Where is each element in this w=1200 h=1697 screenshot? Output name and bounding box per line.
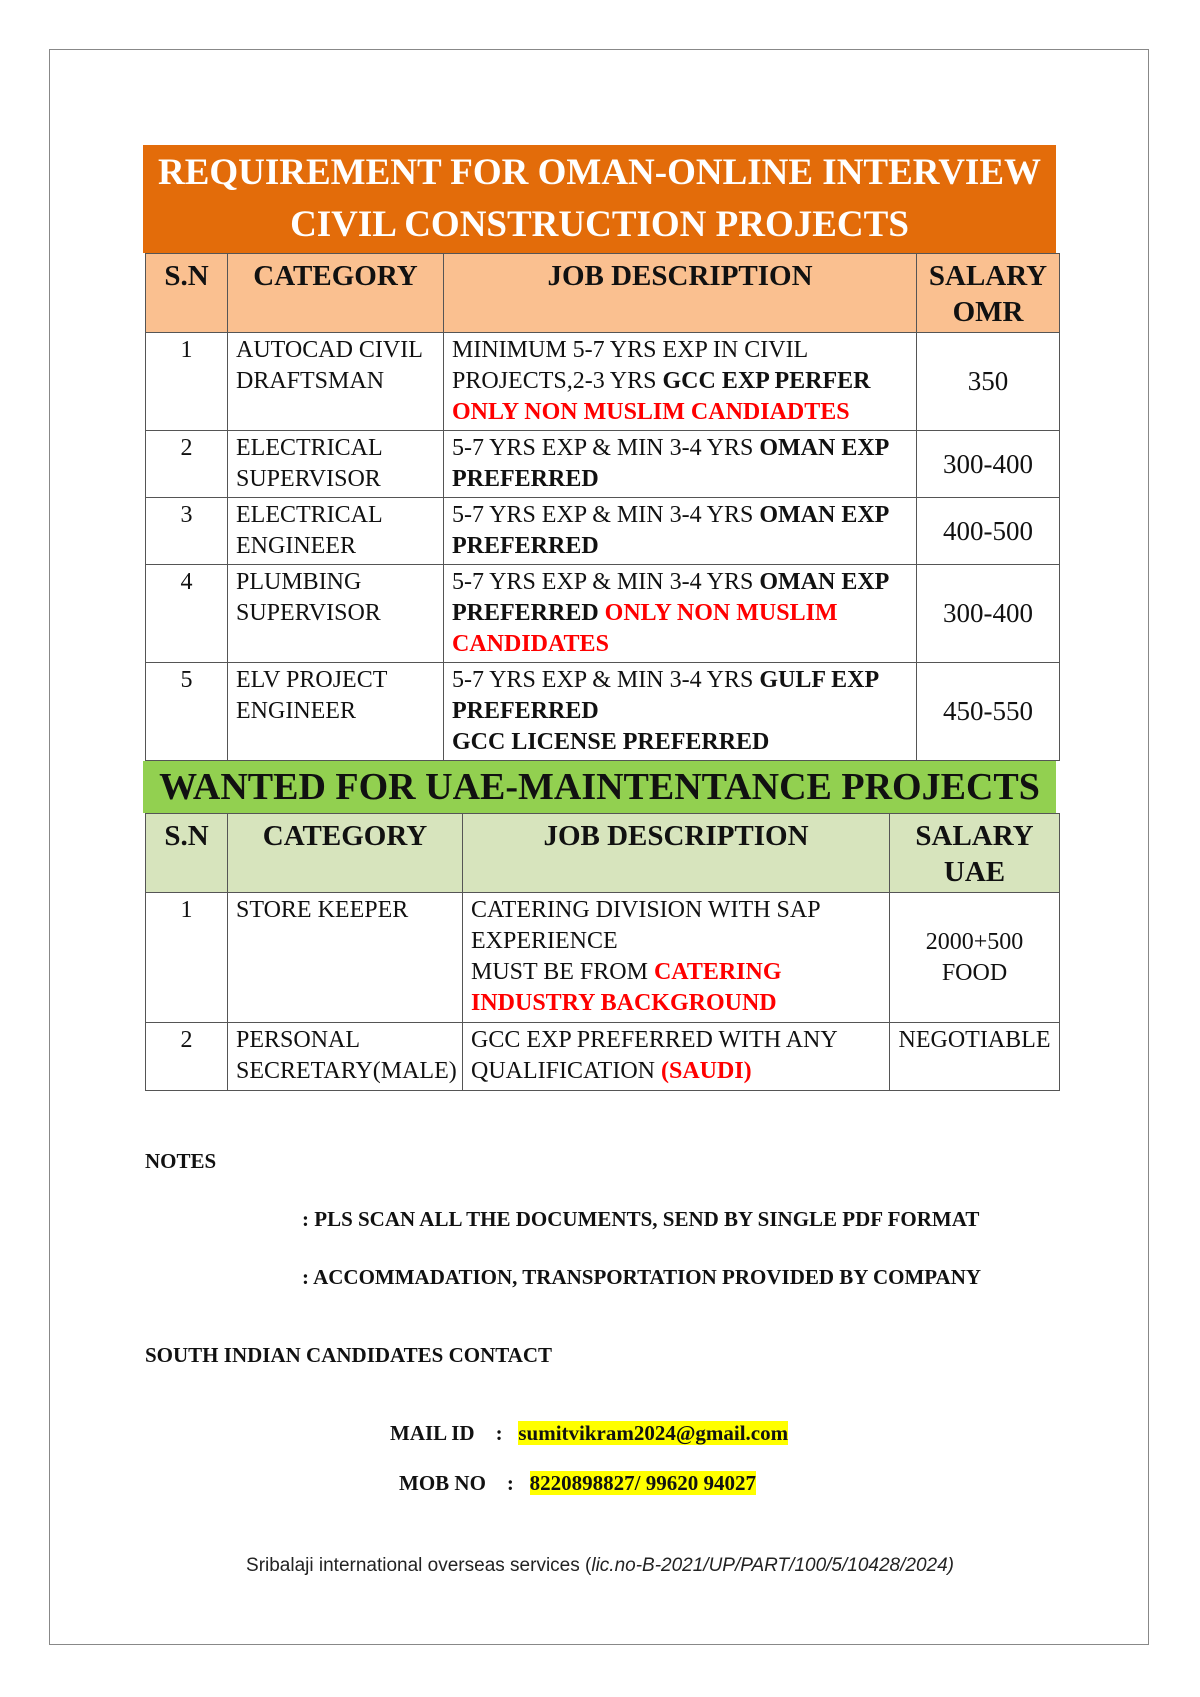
cell-category: ELECTRICAL SUPERVISOR (228, 431, 444, 498)
table-row (146, 1023, 1060, 1091)
footer-company: Sribalaji international overseas services ( (246, 1555, 592, 1576)
highlight-text: ONLY NON MUSLIM CANDIADTES (452, 399, 850, 425)
description-text: 5-7 YRS EXP & MIN 3-4 YRS (452, 435, 760, 461)
document-content (143, 145, 1059, 1579)
oman-jobs-table (145, 253, 1060, 761)
cell-salary: 450-550 (917, 663, 1060, 761)
description-text: OMAN EXP PREFERRED (452, 435, 889, 492)
contact-heading: SOUTH INDIAN CANDIDATES CONTACT (145, 1343, 553, 1367)
description-text: 5-7 YRS EXP & MIN 3-4 YRS (452, 502, 760, 528)
cell-category: AUTOCAD CIVIL DRAFTSMAN (228, 333, 444, 431)
description-text: OMAN EXP PREFERRED (452, 502, 889, 559)
cell-description (463, 1023, 890, 1091)
table-row (146, 431, 1060, 498)
uae-banner: WANTED FOR UAE-MAINTENTANCE PROJECTS (143, 761, 1056, 813)
footer-license: lic.no-B-2021/UP/PART/100/5/10428/2024 (591, 1555, 948, 1576)
cell-category: STORE KEEPER (228, 893, 463, 1023)
oman-title-line1: REQUIREMENT FOR OMAN-ONLINE INTERVIEW (157, 152, 1041, 193)
cell-category: PERSONAL SECRETARY(MALE) (228, 1023, 463, 1091)
mail-label: MAIL ID (390, 1421, 475, 1445)
cell-sn: 5 (146, 663, 228, 761)
mob-value[interactable]: 8220898827/ 99620 94027 (529, 1471, 757, 1495)
description-text: OMAN EXP PREFERRED (452, 569, 889, 626)
description-text: GULF EXP PREFERRED (452, 667, 878, 724)
footer-close: ) (947, 1555, 954, 1576)
table-row (146, 333, 1060, 431)
note-item: : ACCOMMADATION, TRANSPORTATION PROVIDED BY COMPANY (302, 1265, 982, 1289)
mail-row (390, 1419, 1059, 1447)
description-text: 5-7 YRS EXP & MIN 3-4 YRS (452, 667, 760, 693)
description-text: MINIMUM 5-7 YRS EXP IN CIVIL PROJECTS,2-3 YRS (452, 337, 808, 394)
description-text: CATERING DIVISION WITH SAP EXPERIENCE (471, 897, 820, 954)
description-text: 5-7 YRS EXP & MIN 3-4 YRS (452, 569, 760, 595)
cell-salary: 300-400 (917, 431, 1060, 498)
cell-category: ELECTRICAL ENGINEER (228, 498, 444, 565)
highlight-text: (SAUDI) (660, 1058, 752, 1084)
highlight-text: CATERING INDUSTRY BACKGROUND (471, 959, 782, 1016)
separator: : (506, 1471, 514, 1495)
cell-description (444, 431, 917, 498)
footer (143, 1553, 1057, 1579)
description-text: GCC EXP PREFERRED WITH ANY QUALIFICATION (471, 1027, 837, 1084)
header-category: CATEGORY (228, 814, 463, 893)
cell-description (444, 498, 917, 565)
cell-sn: 4 (146, 565, 228, 663)
header-description: JOB DESCRIPTION (463, 814, 890, 893)
header-salary: SALARY OMR (917, 254, 1060, 333)
cell-salary: 300-400 (917, 565, 1060, 663)
cell-sn: 2 (146, 1023, 228, 1091)
cell-salary: 2000+500 FOOD (890, 893, 1060, 1023)
cell-salary: 350 (917, 333, 1060, 431)
oman-title-line2: CIVIL CONSTRUCTION PROJECTS (290, 204, 909, 245)
header-salary: SALARY UAE (890, 814, 1060, 893)
table-row (146, 565, 1060, 663)
cell-salary: 400-500 (917, 498, 1060, 565)
cell-category: PLUMBING SUPERVISOR (228, 565, 444, 663)
notes-heading: NOTES (145, 1149, 217, 1173)
cell-description (463, 893, 890, 1023)
uae-jobs-table (145, 813, 1060, 1091)
cell-description (444, 333, 917, 431)
cell-description (444, 565, 917, 663)
separator: : (495, 1421, 503, 1445)
table-row (146, 498, 1060, 565)
cell-sn: 2 (146, 431, 228, 498)
mob-row (399, 1469, 1059, 1497)
header-sn: S.N (146, 254, 228, 333)
header-category: CATEGORY (228, 254, 444, 333)
table-row (146, 893, 1060, 1023)
cell-sn: 3 (146, 498, 228, 565)
description-text: GCC EXP PERFER (662, 368, 871, 394)
header-sn: S.N (146, 814, 228, 893)
description-text: GCC LICENSE PREFERRED (452, 729, 770, 755)
oman-banner (143, 145, 1056, 253)
cell-sn: 1 (146, 333, 228, 431)
mob-label: MOB NO (399, 1471, 486, 1495)
highlight-text: ONLY NON MUSLIM CANDIDATES (452, 600, 838, 657)
note-item: : PLS SCAN ALL THE DOCUMENTS, SEND BY SINGLE PDF FORMAT (302, 1207, 980, 1231)
table-row (146, 663, 1060, 761)
cell-salary: NEGOTIABLE (890, 1023, 1060, 1091)
cell-category: ELV PROJECT ENGINEER (228, 663, 444, 761)
cell-sn: 1 (146, 893, 228, 1023)
header-description: JOB DESCRIPTION (444, 254, 917, 333)
mail-value[interactable]: sumitvikram2024@gmail.com (518, 1421, 789, 1445)
description-text: MUST BE FROM (471, 959, 654, 985)
cell-description (444, 663, 917, 761)
